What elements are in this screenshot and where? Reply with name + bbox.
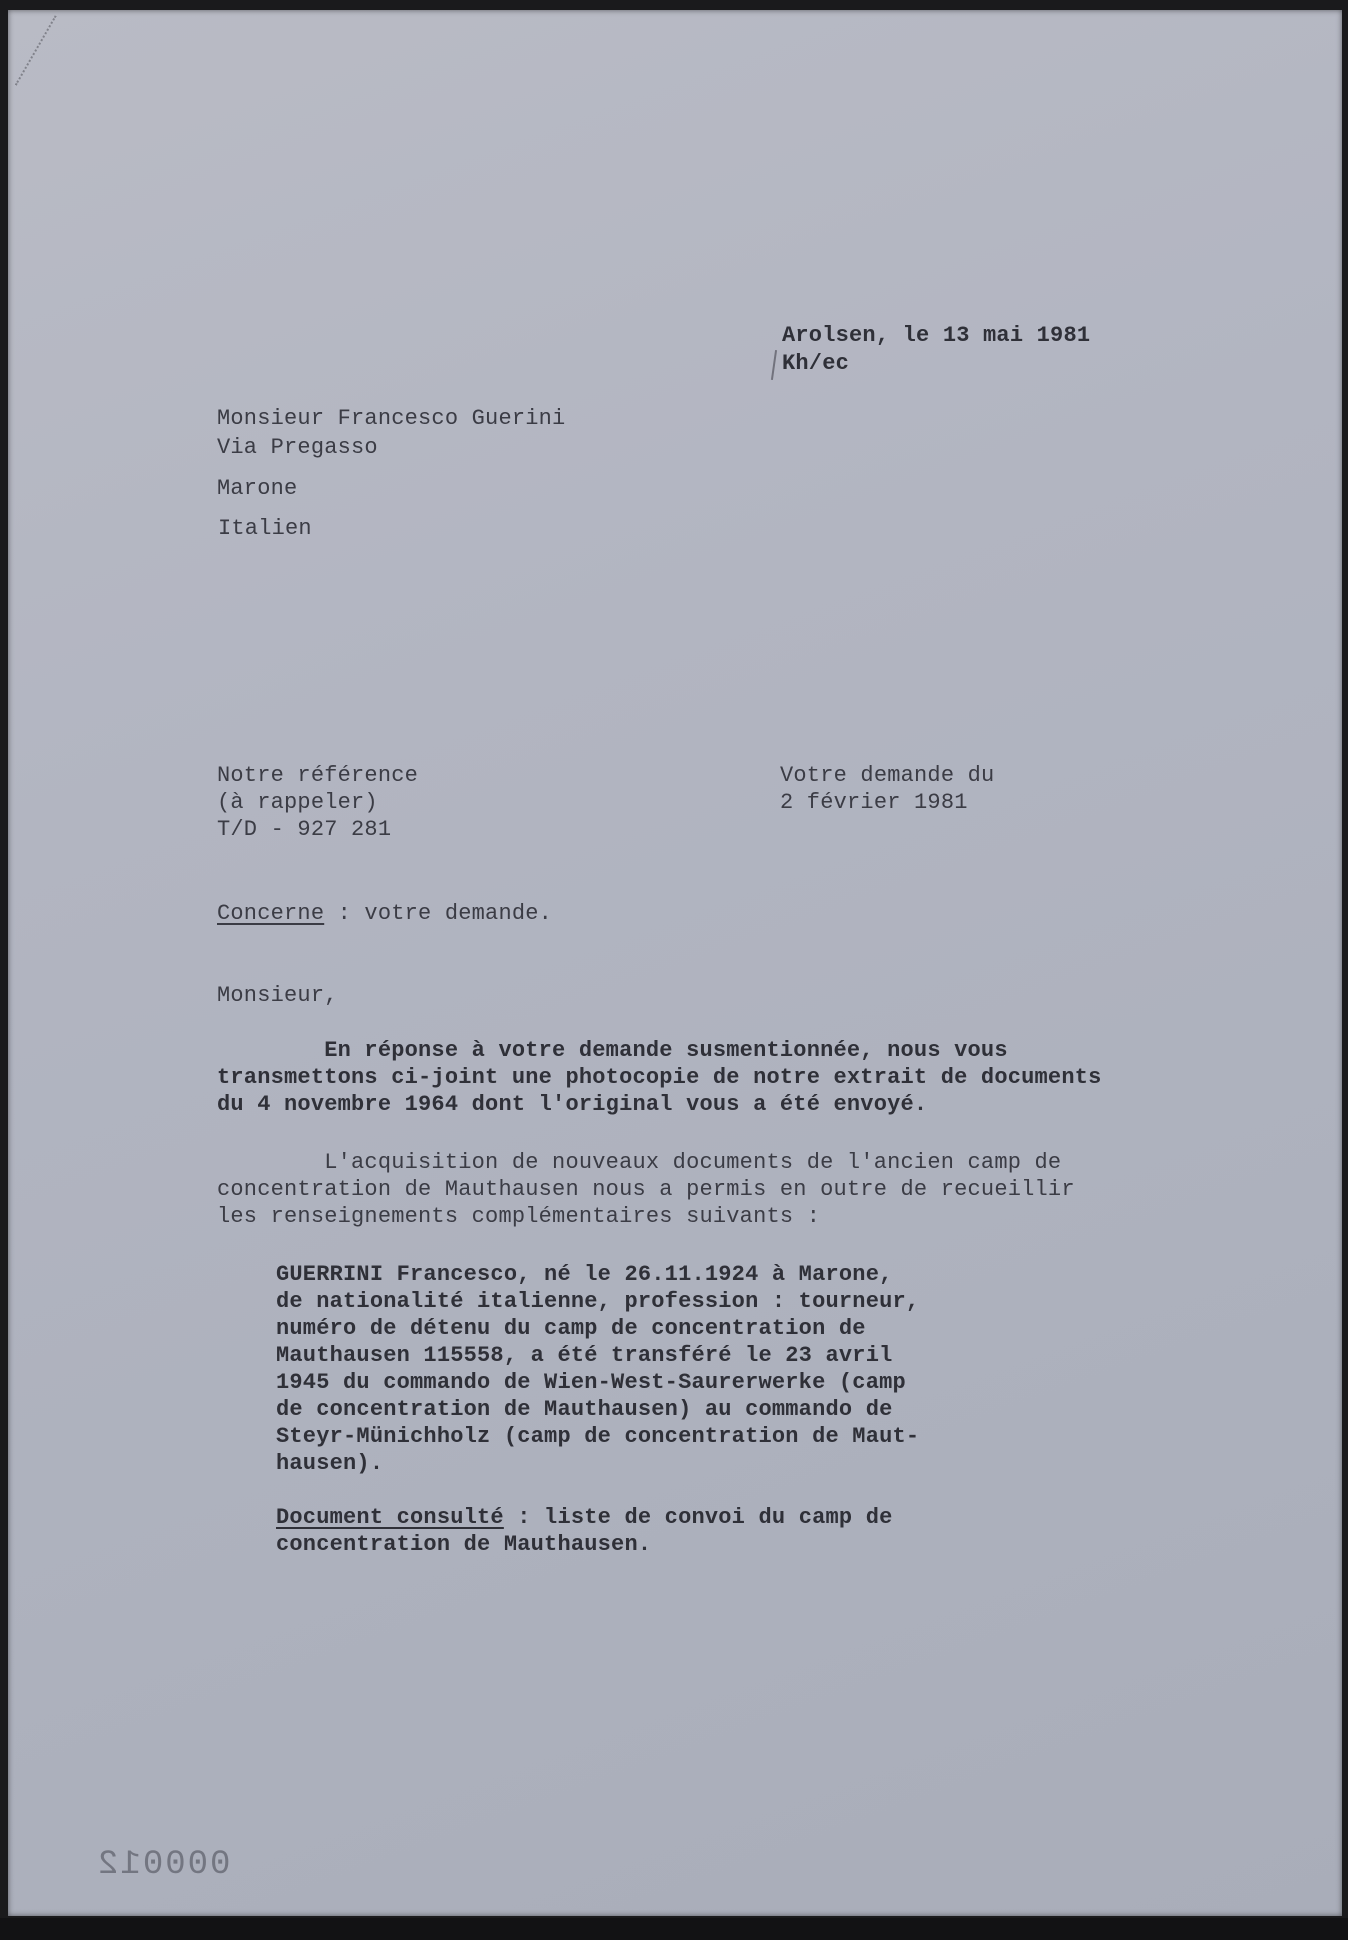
paragraph-1-line: du 4 novembre 1964 dont l'original vous a été envoyé.: [217, 1092, 928, 1117]
document-line-2: concentration de Mauthausen.: [276, 1532, 652, 1557]
request-date: 2 février 1981: [780, 790, 968, 815]
recipient-street: Via Pregasso: [217, 435, 378, 460]
paragraph-1-line: transmettons ci-joint une photocopie de notre extrait de documents: [217, 1065, 1102, 1090]
reference-note: (à rappeler): [217, 790, 378, 815]
details-line: de nationalité italienne, profession : tourneur,: [276, 1289, 920, 1314]
salutation: Monsieur,: [217, 983, 338, 1008]
page-corner-damage: [15, 15, 117, 120]
paragraph-2-line: L'acquisition de nouveaux documents de l'ancien camp de: [217, 1150, 1062, 1175]
reference-number: T/D - 927 281: [217, 817, 392, 842]
details-line: Mauthausen 115558, a été transféré le 23 avril: [276, 1343, 893, 1368]
details-line: numéro de détenu du camp de concentration de: [276, 1316, 866, 1341]
paragraph-2-line: les renseignements complémentaires suivants :: [217, 1204, 821, 1229]
recipient-country: Italien: [218, 516, 312, 541]
details-line: 1945 du commando de Wien-West-Saurerwerke (camp: [276, 1370, 906, 1395]
details-line: GUERRINI Francesco, né le 26.11.1924 à Marone,: [276, 1262, 893, 1287]
letter-page: [8, 10, 1342, 1916]
place-date: Arolsen, le 13 mai 1981: [782, 323, 1091, 348]
document-text: : liste de convoi du camp de: [503, 1505, 893, 1530]
initials: Kh/ec: [782, 351, 850, 376]
details-line: hausen).: [276, 1451, 384, 1476]
archive-stamp-number: 000012: [96, 1846, 231, 1884]
subject-label: Concerne: [217, 901, 325, 926]
details-line: de concentration de Mauthausen) au commando de: [276, 1397, 893, 1422]
recipient-name: Monsieur Francesco Guerini: [217, 406, 566, 431]
details-line: Steyr-Münichholz (camp de concentration de Maut-: [276, 1424, 920, 1449]
pen-mark: [771, 350, 777, 380]
reference-label: Notre référence: [217, 763, 419, 788]
request-label: Votre demande du: [780, 763, 995, 788]
paragraph-1-line: En réponse à votre demande susmentionnée, nous vous: [217, 1038, 1008, 1063]
document-label: Document consulté: [276, 1505, 504, 1530]
document-consulted: [276, 1504, 893, 1531]
subject-text: : votre demande.: [324, 901, 553, 926]
recipient-city: Marone: [217, 476, 298, 501]
scan-bottom-edge: [0, 1918, 1348, 1940]
paragraph-2-line: concentration de Mauthausen nous a permis en outre de recueillir: [217, 1177, 1075, 1202]
subject-line: [217, 900, 552, 927]
